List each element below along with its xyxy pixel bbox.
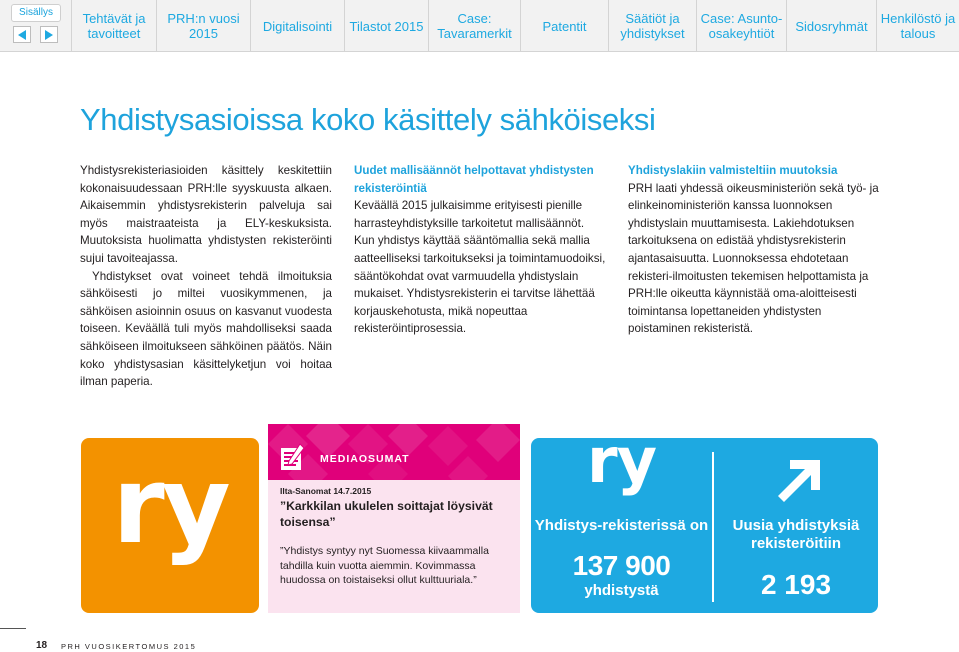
nav-item-henkilosto[interactable]: Henkilöstö ja talous	[880, 11, 956, 41]
text-column-1	[80, 162, 332, 391]
nav-item-digitalisointi[interactable]: Digitalisointi	[251, 0, 345, 52]
prev-page-button[interactable]	[13, 26, 31, 43]
nav-item-tavaramerkit[interactable]: Case: Tavaramerkit	[429, 0, 521, 52]
media-article	[268, 480, 520, 613]
text-column-2	[354, 162, 606, 338]
nav-item-saatiot[interactable]: Säätiöt ja yhdistykset	[609, 0, 697, 52]
arrow-up-right-icon	[776, 458, 822, 504]
triangle-right-icon	[45, 30, 54, 40]
toc-button[interactable]: Sisällys	[11, 4, 61, 22]
new-registrations-value: 2 193	[760, 569, 832, 600]
ry-logo-box	[81, 438, 259, 613]
column-2-body: Keväällä 2015 julkaisimme erityisesti pienille harrasteyhdistyksille tarkoitetut mallisäännöt. Kun yhdistys käyttää sääntömallia sekä mallia aatteelliseksi tarkoitukseksi ja toimintamuodoiksi, sääntökohdat ovat varmuudella yhdistyslain mukaiset. Yhdistysrekisterin ei tarvitse lähettää korjauskehotusta, mikä nopeuttaa rekisteröintiprosessia.	[354, 199, 606, 336]
top-navigation	[0, 0, 959, 52]
nav-item-sidosryhmat[interactable]: Sidosryhmät	[787, 0, 877, 52]
footer-page-number: 18	[36, 640, 48, 651]
registry-count-value: 137 900	[572, 550, 671, 581]
column-3-heading: Yhdistyslakiin valmisteltiin muutoksia	[628, 164, 838, 177]
column-3-body: PRH laati yhdessä oikeusministeriön sekä työ- ja elinkeinoministeriön kanssa luonnoksen yhdistyslain muuttamisesta. Lakiehdotuksen tarkoituksena on edistää yhdistysrekisterin ajantasaisuutta. Luonnoksessa ehdotetaan rekisteri-ilmoitusten tekemisen helpottamista ja PRH:lle oikeutta käynnistää oma-aloitteisesti toimintansa lopettaneiden yhdistysten poistaminen rekisteristä.	[628, 181, 879, 336]
nav-item-tehtavat[interactable]: Tehtävät ja tavoitteet	[72, 0, 157, 52]
stats-ry-logo: ry	[587, 438, 656, 497]
newspaper-pen-icon	[278, 442, 312, 472]
media-label: MEDIAOSUMAT	[320, 453, 410, 465]
footer-title: PRH VUOSIKERTOMUS 2015	[61, 642, 197, 651]
media-quote: ”Yhdistys syntyy nyt Suomessa kiivaammalla tahdilla kuin vuotta aiemmin. Kovimmassa huudossa on toistaiseksi ollut kulttuuriala.”	[280, 545, 489, 586]
column-1-paragraph-2: Yhdistykset ovat voineet tehdä ilmoituksia sähköisesti jo miltei vuosikymmenen, ja sähköisen asioinnin osuus on kasvanut vuodesta toiseen. Keväällä tuli myös mahdolliseksi saada sähköiseen ilmoitukseen sähköinen päätös. Näin koko yhdistysasian käsittelyketjun voi hoitaa ilman paperia.	[80, 269, 332, 389]
ry-logo-text: ry	[112, 444, 228, 567]
nav-item-asunto-osakeyhtiot[interactable]: Case: Asunto-osakeyhtiöt	[697, 0, 787, 52]
column-2-heading: Uudet mallisäännöt helpottavat yhdistysten rekisteröintiä	[354, 164, 594, 195]
new-registrations-label: Uusia yhdistyksiä rekisteröitiin	[732, 517, 860, 552]
page-title: Yhdistysasioissa koko käsittely sähköiseksi	[80, 102, 656, 137]
registry-stats-box	[531, 438, 878, 613]
media-header	[268, 424, 520, 480]
footer-rule	[0, 628, 26, 629]
nav-item-patentit[interactable]: Patentit	[521, 0, 609, 52]
registry-count-unit: yhdistystä	[584, 582, 659, 599]
media-title: ”Karkkilan ukulelen soittajat löysivät toisensa”	[280, 499, 493, 529]
media-date: Ilta-Sanomat 14.7.2015	[280, 486, 372, 496]
nav-home-area	[0, 0, 72, 52]
text-column-3	[628, 162, 880, 338]
registry-count-label: Yhdistys-rekisterissä on	[534, 517, 709, 534]
triangle-left-icon	[18, 30, 27, 40]
nav-item-prh-vuosi[interactable]: PRH:n vuosi 2015	[157, 0, 251, 52]
media-coverage-box	[268, 424, 520, 613]
nav-item-tilastot[interactable]: Tilastot 2015	[345, 0, 429, 52]
next-page-button[interactable]	[40, 26, 58, 43]
column-1-paragraph-1: Yhdistysrekisteriasioiden käsittely keskitettiin kokonaisuudessaan PRH:lle syyskuusta alkaen. Aikaisemmin yhdistysrekisterin palveluja sai myös maistraateista ja ELY-keskuksista. Muutoksista huolimatta yhdistysten rekisteröinti sujui tavoiteajassa.	[80, 164, 332, 265]
